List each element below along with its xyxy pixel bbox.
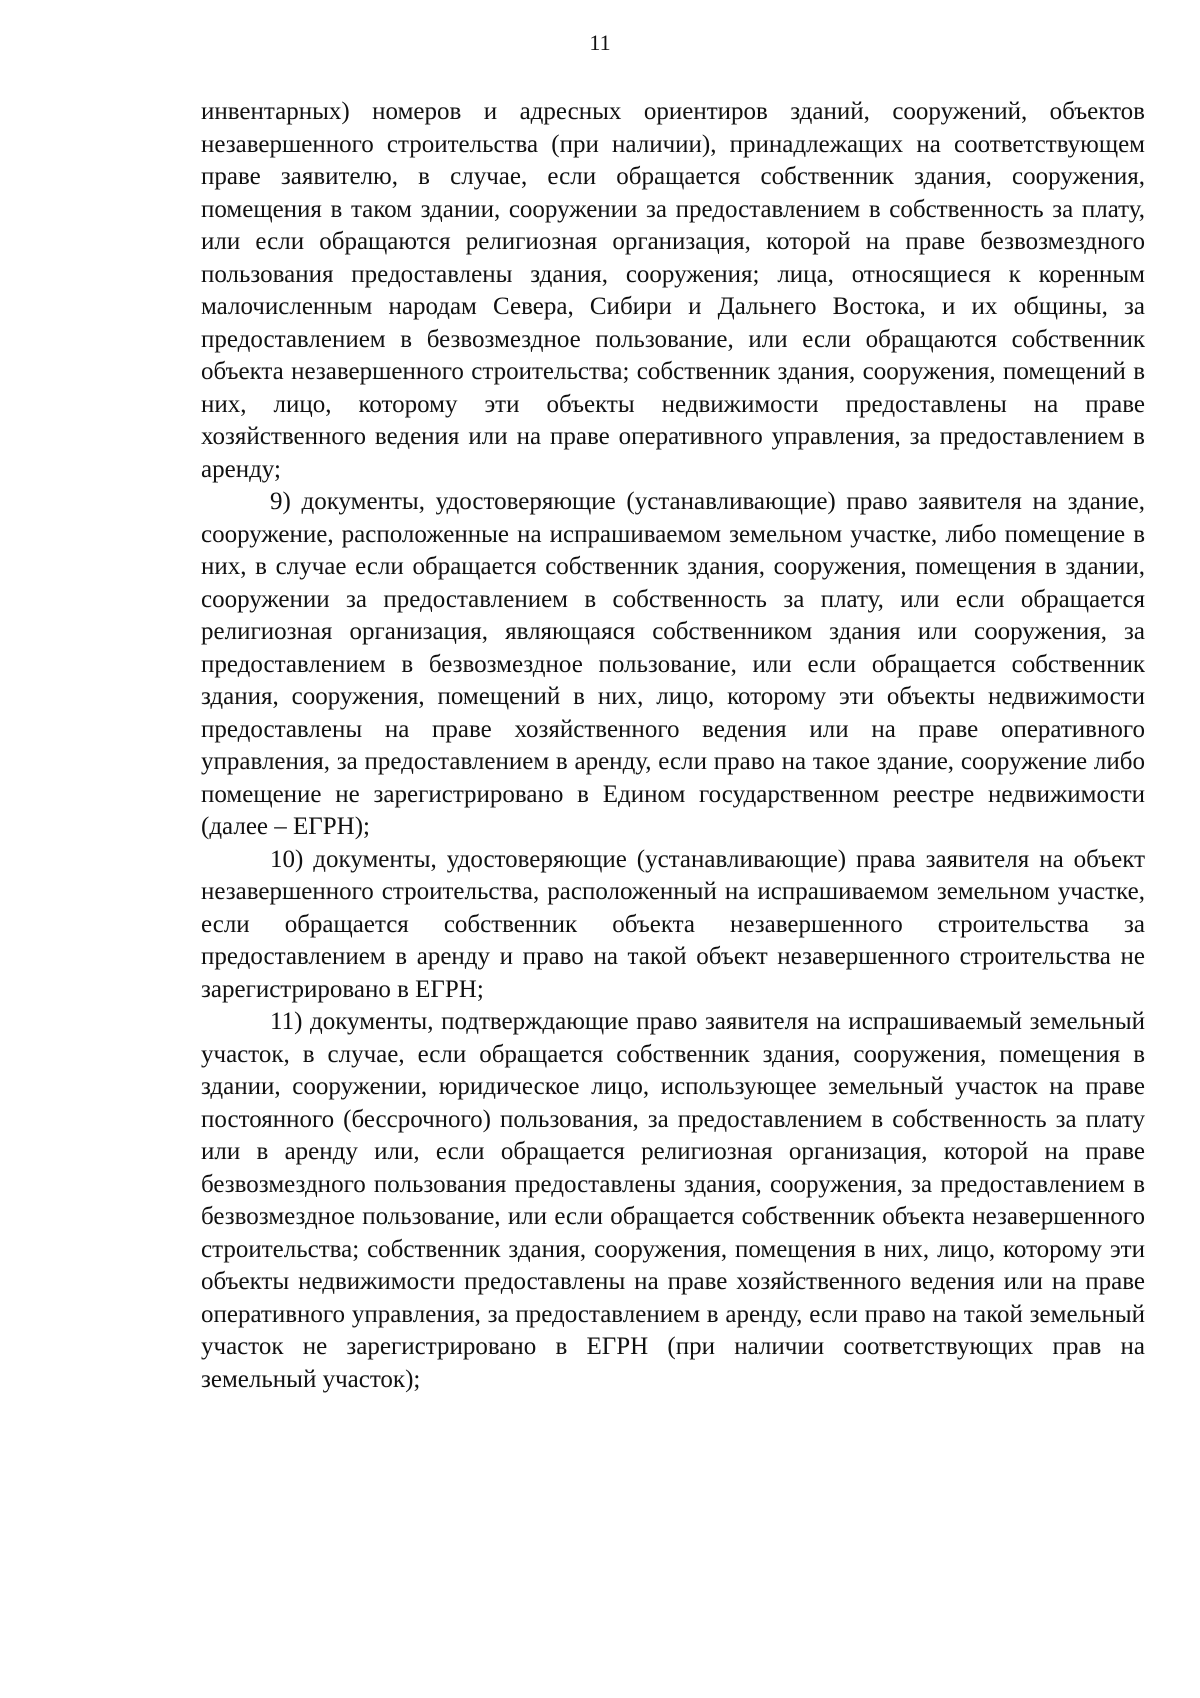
paragraph-item-9: 9) документы, удостоверяющие (устанавливающие) право заявителя на здание, сооружение, расположенные на испрашиваемом земельном участке, либо помещение в них, в случае если обращается собственник здания, сооружения, помещения в здании, сооружении за предоставлением в собственность за плату, или если обращается религиозная организация, являющаяся собственником здания или сооружения, за предоставлением в безвозмездное пользование, или если обращается собственник здания, сооружения, помещений в них, лицо, которому эти объекты недвижимости предоставлены на праве хозяйственного ведения или на праве оперативного управления, за предоставлением в аренду, если право на такое здание, сооружение либо помещение не зарегистрировано в Едином государственном реестре недвижимости (далее – ЕГРН); (201, 488, 1145, 840)
paragraph-continuation: инвентарных) номеров и адресных ориентиров зданий, сооружений, объектов незавершенного строительства (при наличии), принадлежащих на соответствующем праве заявителю, в случае, если обращается собственник здания, сооружения, помещения в таком здании, сооружении за предоставлением в собственность за плату, или если обращаются религиозная организация, которой на праве безвозмездного пользования предоставлены здания, сооружения; лица, относящиеся к коренным малочисленным народам Севера, Сибири и Дальнего Востока, и их общины, за предоставлением в безвозмездное пользование, или если обращаются собственник объекта незавершенного строительства; собственник здания, сооружения, помещений в них, лицо, которому эти объекты недвижимости предоставлены на праве хозяйственного ведения или на праве оперативного управления, за предоставлением в аренду; (201, 98, 1145, 483)
paragraph-item-11: 11) документы, подтверждающие право заявителя на испрашиваемый земельный участок, в случае, если обращается собственник здания, сооружения, помещения в здании, сооружении, юридическое лицо, использующее земельный участок на праве постоянного (бессрочного) пользования, за предоставлением в собственность за плату или в аренду или, если обращается религиозная организация, которой на праве безвозмездного пользования предоставлены здания, сооружения, за предоставлением в безвозмездное пользование, или если обращается собственник объекта незавершенного строительства; собственник здания, сооружения, помещения в них, лицо, которому эти объекты недвижимости предоставлены на праве хозяйственного ведения или на праве оперативного управления, за предоставлением в аренду, если право на такой земельный участок не зарегистрировано в ЕГРН (при наличии соответствующих прав на земельный участок); (201, 1008, 1145, 1393)
document-body (201, 96, 1145, 1396)
paragraph-item-10: 10) документы, удостоверяющие (устанавливающие) права заявителя на объект незавершенного строительства, расположенный на испрашиваемом земельном участке, если обращается собственник объекта незавершенного строительства за предоставлением в аренду и право на такой объект незавершенного строительства не зарегистрировано в ЕГРН; (201, 845, 1145, 1003)
page-number: 11 (589, 30, 611, 55)
